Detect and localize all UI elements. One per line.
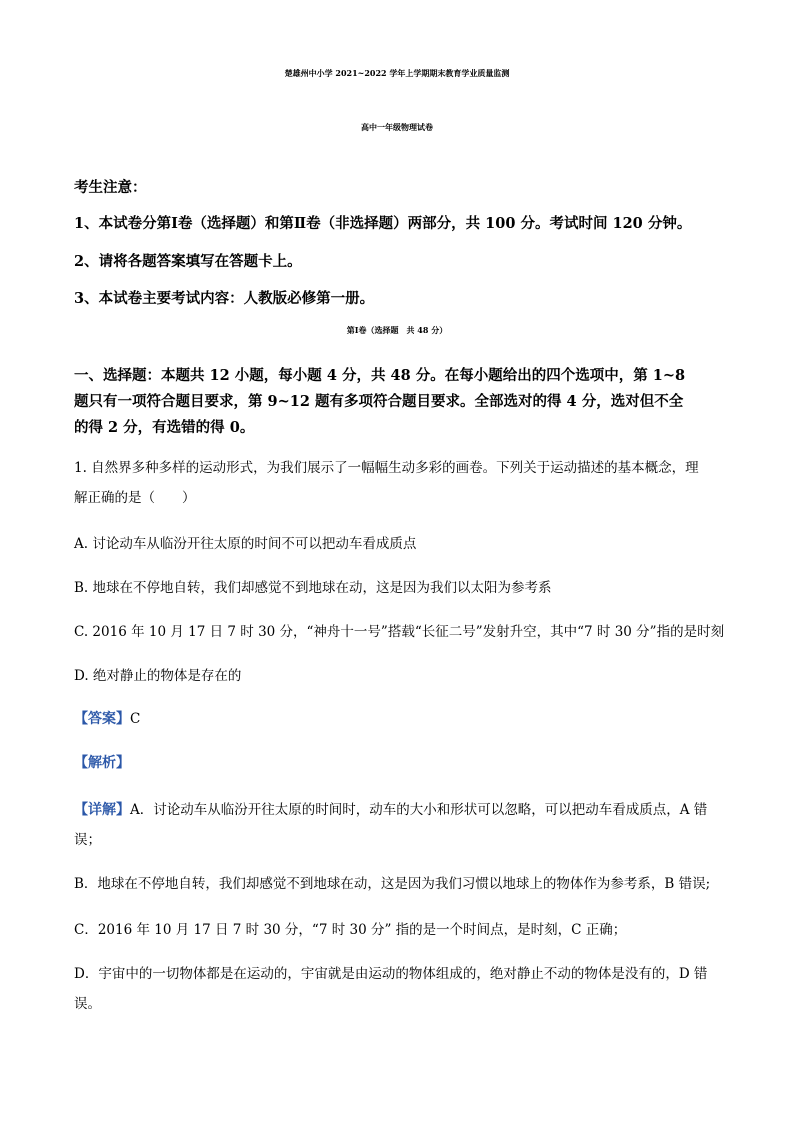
detail-line-4: C．2016 年 10 月 17 日 7 时 30 分，“7 时 30 分” 指的是一个时间点，是时刻，C 正确；	[74, 922, 627, 938]
option-c: C. 2016 年 10 月 17 日 7 时 30 分，“神舟十一号”搭载“长征二号”发射升空，其中“7 时 30 分”指的是时刻	[74, 624, 725, 640]
detail-line-2: 误；	[74, 832, 101, 848]
analysis-label: 【解析】	[74, 755, 130, 771]
section-instructions-line3: 的得 2 分，有选错的得 0。	[74, 419, 255, 436]
detail-line-1	[74, 798, 707, 819]
detail-line-6: 误。	[74, 996, 101, 1012]
section-instructions-line2: 题只有一项符合题目要求，第 9~12 题有多项符合题目要求。全部选对的得 4 分，选对但不全	[74, 393, 684, 410]
notice-item-2: 2、请将各题答案填写在答题卡上。	[74, 253, 302, 270]
section-title: 第Ⅰ卷（选择题 共 48 分）	[346, 325, 448, 335]
question-1-stem-line1: 1. 自然界多种多样的运动形式，为我们展示了一幅幅生动多彩的画卷。下列关于运动描述的基本概念，理	[74, 460, 699, 476]
section-instructions-line1: 一、选择题：本题共 12 小题，每小题 4 分，共 48 分。在每小题给出的四个选项中，第 1~8	[74, 367, 686, 384]
question-1-stem-line2: 解正确的是（ ）	[74, 490, 196, 506]
exam-title-line2: 高中一年级物理试卷	[361, 122, 433, 132]
detail-line-3: B．地球在不停地自转，我们却感觉不到地球在动，这是因为我们习惯以地球上的物体作为参考系，B 错误;	[74, 876, 711, 892]
detail-line-5: D．宇宙中的一切物体都是在运动的，宇宙就是由运动的物体组成的，绝对静止不动的物体是没有的，D 错	[74, 966, 708, 982]
notice-item-1: 1、本试卷分第Ⅰ卷（选择题）和第Ⅱ卷（非选择题）两部分，共 100 分。考试时间 120 分钟。	[74, 215, 692, 232]
answer-label: 【答案】	[74, 711, 130, 727]
answer-row	[74, 708, 140, 728]
exam-title-line1: 楚雄州中小学 2021~2022 学年上学期期末教育学业质量监测	[284, 68, 510, 78]
option-a: A. 讨论动车从临汾开往太原的时间不可以把动车看成质点	[74, 536, 417, 552]
detail-text-a: A．讨论动车从临汾开往太原的时间时，动车的大小和形状可以忽略，可以把动车看成质点，A 错	[130, 802, 708, 818]
notice-item-3: 3、本试卷主要考试内容：人教版必修第一册。	[74, 290, 375, 307]
detail-label: 【详解】	[74, 802, 130, 818]
option-b: B. 地球在不停地自转，我们却感觉不到地球在动，这是因为我们以太阳为参考系	[74, 580, 552, 596]
option-d: D. 绝对静止的物体是存在的	[74, 668, 242, 684]
notice-heading: 考生注意：	[74, 179, 147, 196]
answer-value: C	[130, 711, 141, 727]
